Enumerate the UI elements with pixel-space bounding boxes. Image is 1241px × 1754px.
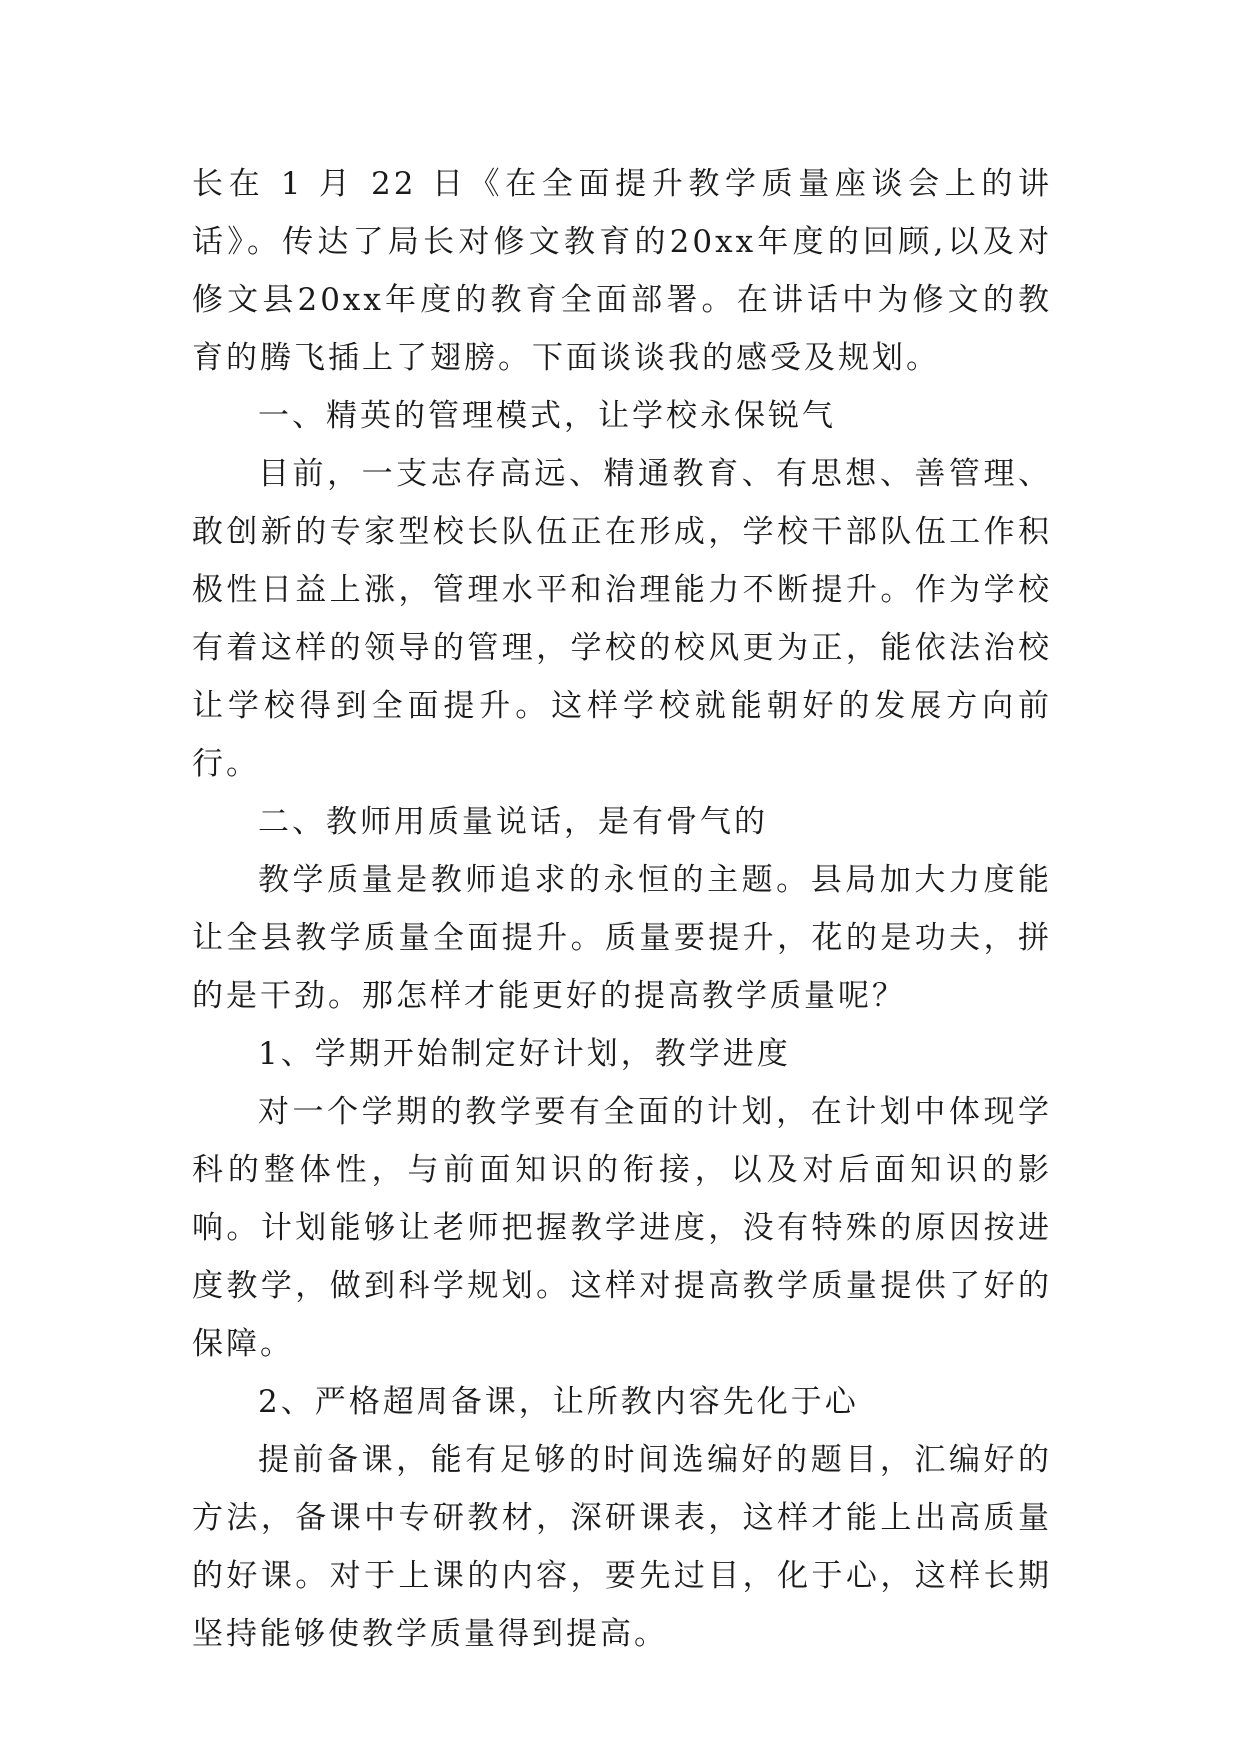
paragraph-planning: 对一个学期的教学要有全面的计划，在计划中体现学科的整体性，与前面知识的衔接，以及对后面知识的影响。计划能够让老师把握教学进度，没有特殊的原因按进度教学，做到科学规划。这样对提高教学质量提供了好的保障。 <box>192 1094 1052 1362</box>
section-heading-1: 一、精英的管理模式，让学校永保锐气 <box>258 398 836 434</box>
paragraph-management: 目前，一支志存高远、精通教育、有思想、善管理、敢创新的专家型校长队伍正在形成，学校干部队伍工作积极性日益上涨，管理水平和治理能力不断提升。作为学校有着这样的领导的管理，学校的校风更为正，能依法治校让学校得到全面提升。这样学校就能朝好的发展方向前行。 <box>192 456 1052 782</box>
section-heading-2: 二、教师用质量说话，是有骨气的 <box>258 804 768 840</box>
paragraph-teaching-quality: 教学质量是教师追求的永恒的主题。县局加大力度能让全县教学质量全面提升。质量要提升，花的是功夫，拼的是干劲。那怎样才能更好的提高教学质量呢？ <box>192 862 1052 1014</box>
subheading-1: 1、学期开始制定好计划，教学进度 <box>258 1036 791 1072</box>
paragraph-continued-intro: 长在 1 月 22 日《在全面提升教学质量座谈会上的讲话》。传达了局长对修文教育的20xx年度的回顾,以及对修文县20xx年度的教育全面部署。在讲话中为修文的教育的腾飞插上了翅膀。下面谈谈我的感受及规划。 <box>192 166 1052 376</box>
subheading-2: 2、严格超周备课，让所教内容先化于心 <box>258 1384 859 1420</box>
paragraph-lesson-prep: 提前备课，能有足够的时间选编好的题目，汇编好的方法，备课中专研教材，深研课表，这样才能上出高质量的好课。对于上课的内容，要先过目，化于心，这样长期坚持能够使教学质量得到提高。 <box>192 1442 1052 1652</box>
document-body <box>192 155 1052 1663</box>
